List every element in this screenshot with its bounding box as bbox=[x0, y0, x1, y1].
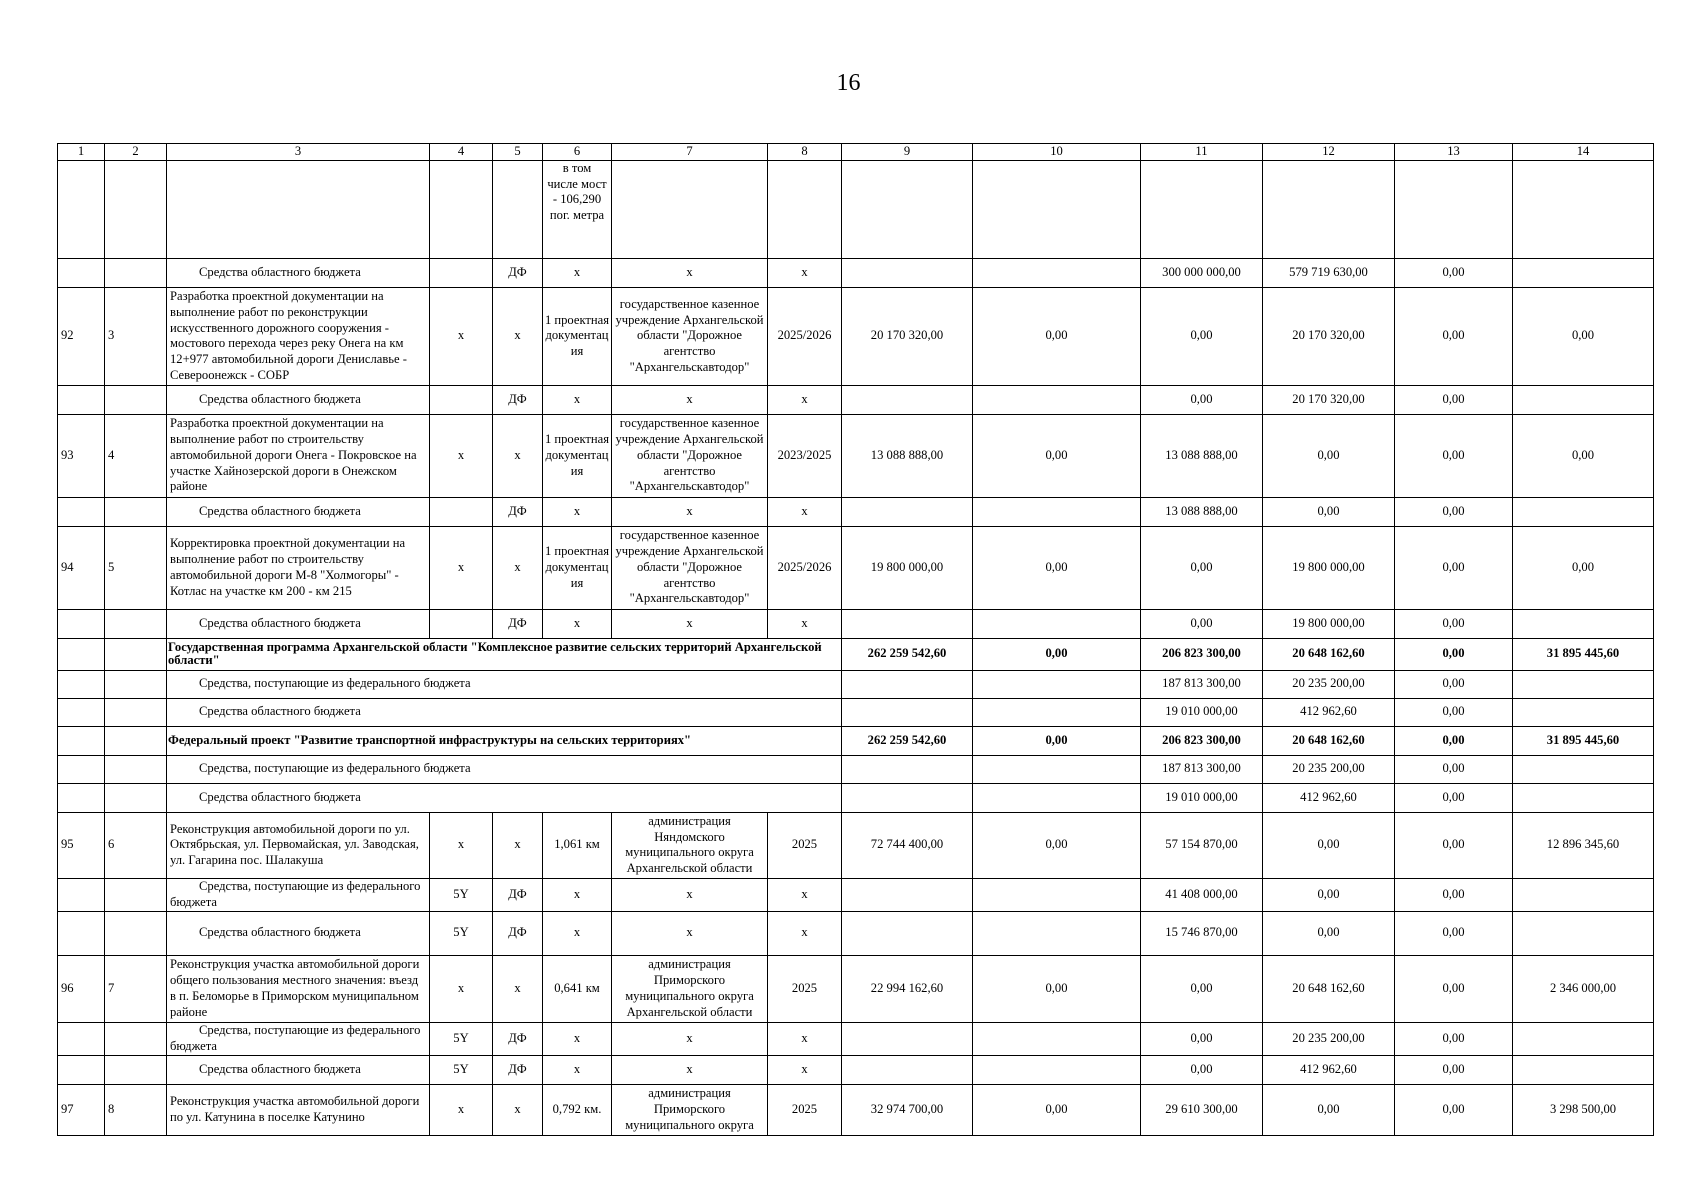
funding-code: ДФ bbox=[493, 911, 543, 955]
header-cell: 4 bbox=[430, 144, 493, 161]
header-cell: 11 bbox=[1141, 144, 1263, 161]
funding-source: Средства областного бюджета bbox=[167, 258, 430, 287]
amount-cell: 12 896 345,60 bbox=[1513, 812, 1654, 878]
item-period: 2025 bbox=[768, 1084, 842, 1135]
amount-cell: 19 800 000,00 bbox=[842, 526, 973, 609]
amount-cell: 187 813 300,00 bbox=[1141, 670, 1263, 698]
cell: х bbox=[493, 287, 543, 385]
item-period: 2023/2025 bbox=[768, 414, 842, 497]
amount-cell: 0,00 bbox=[1395, 670, 1513, 698]
amount-cell: 0,00 bbox=[1395, 414, 1513, 497]
cell: х bbox=[493, 955, 543, 1022]
amount-cell: 0,00 bbox=[1395, 526, 1513, 609]
amount-cell: 0,00 bbox=[1395, 812, 1513, 878]
amount-cell: 0,00 bbox=[973, 1084, 1141, 1135]
amount-cell: 0,00 bbox=[1395, 726, 1513, 755]
amount-cell: 412 962,60 bbox=[1263, 1055, 1395, 1084]
amount-cell: 0,00 bbox=[973, 812, 1141, 878]
funding-row bbox=[58, 258, 1654, 287]
amount-cell: 0,00 bbox=[1141, 287, 1263, 385]
item-row bbox=[58, 287, 1654, 385]
cell: х bbox=[768, 258, 842, 287]
cell: х bbox=[543, 385, 612, 414]
funding-source: Средства, поступающие из федерального бюджета bbox=[167, 670, 842, 698]
funding-row bbox=[58, 878, 1654, 911]
amount-cell: 0,00 bbox=[1395, 1055, 1513, 1084]
amount-cell: 0,00 bbox=[973, 287, 1141, 385]
amount-cell: 0,00 bbox=[1395, 287, 1513, 385]
cell: х bbox=[543, 609, 612, 638]
header-cell: 14 bbox=[1513, 144, 1654, 161]
amount-cell: 0,00 bbox=[973, 726, 1141, 755]
amount-cell: 0,00 bbox=[1263, 414, 1395, 497]
header-row bbox=[58, 144, 1654, 161]
project-total-row bbox=[58, 726, 1654, 755]
cell: х bbox=[493, 414, 543, 497]
header-cell: 1 bbox=[58, 144, 105, 161]
cell: х bbox=[543, 1022, 612, 1055]
cell: х bbox=[612, 911, 768, 955]
amount-cell: 412 962,60 bbox=[1263, 698, 1395, 726]
amount-cell: 0,00 bbox=[1395, 1022, 1513, 1055]
header-cell: 2 bbox=[105, 144, 167, 161]
cell: х bbox=[430, 287, 493, 385]
row-number: 93 bbox=[58, 414, 105, 497]
project-title: Федеральный проект "Развитие транспортной инфраструктуры на сельских территориях" bbox=[167, 726, 842, 755]
cell: х bbox=[543, 878, 612, 911]
item-description: Корректировка проектной документации на выполнение работ по строительству автомобильной дороги М-8 "Холмогоры" - Котлас на участке км 200 - км 215 bbox=[167, 526, 430, 609]
amount-cell: 20 170 320,00 bbox=[1263, 287, 1395, 385]
amount-cell: 206 823 300,00 bbox=[1141, 726, 1263, 755]
item-description: Разработка проектной документации на выполнение работ по строительству автомобильной дороги Онега - Покровское на участке Хайнозерской дороги в Онежском районе bbox=[167, 414, 430, 497]
item-volume: 1 проектная документация bbox=[543, 414, 612, 497]
cell: х bbox=[612, 1055, 768, 1084]
amount-cell: 0,00 bbox=[1141, 955, 1263, 1022]
amount-cell: 0,00 bbox=[1395, 755, 1513, 783]
row-number: 92 bbox=[58, 287, 105, 385]
amount-cell: 412 962,60 bbox=[1263, 783, 1395, 812]
cell: х bbox=[493, 812, 543, 878]
row-number: 96 bbox=[58, 955, 105, 1022]
funding-source: Средства областного бюджета bbox=[167, 385, 430, 414]
item-executor: государственное казенное учреждение Архангельской области "Дорожное агентство "Архангельскавтодор" bbox=[612, 414, 768, 497]
amount-cell: 0,00 bbox=[1395, 258, 1513, 287]
cell: х bbox=[768, 609, 842, 638]
amount-cell: 300 000 000,00 bbox=[1141, 258, 1263, 287]
cell: х bbox=[430, 812, 493, 878]
amount-cell: 72 744 400,00 bbox=[842, 812, 973, 878]
funding-source: Средства областного бюджета bbox=[167, 911, 430, 955]
item-row bbox=[58, 812, 1654, 878]
amount-cell: 0,00 bbox=[1395, 698, 1513, 726]
funding-code: ДФ bbox=[493, 1055, 543, 1084]
amount-cell: 0,00 bbox=[973, 955, 1141, 1022]
amount-cell: 20 170 320,00 bbox=[842, 287, 973, 385]
item-volume: в том числе мост - 106,290 пог. метра bbox=[543, 160, 612, 258]
item-volume: 0,792 км. bbox=[543, 1084, 612, 1135]
funding-source: Средства областного бюджета bbox=[167, 609, 430, 638]
continued-item-row bbox=[58, 160, 1654, 258]
item-volume: 1 проектная документация bbox=[543, 287, 612, 385]
cell: х bbox=[612, 1022, 768, 1055]
cell: х bbox=[543, 497, 612, 526]
cell: х bbox=[493, 1084, 543, 1135]
funding-code: ДФ bbox=[493, 609, 543, 638]
cell: х bbox=[430, 526, 493, 609]
amount-cell: 0,00 bbox=[1395, 783, 1513, 812]
header-cell: 7 bbox=[612, 144, 768, 161]
item-description: Реконструкция автомобильной дороги по ул. Октябрьская, ул. Первомайская, ул. Заводская, ул. Гагарина пос. Шалакуша bbox=[167, 812, 430, 878]
funding-source: Средства областного бюджета bbox=[167, 497, 430, 526]
cell: х bbox=[768, 385, 842, 414]
amount-cell: 262 259 542,60 bbox=[842, 726, 973, 755]
amount-cell: 579 719 630,00 bbox=[1263, 258, 1395, 287]
amount-cell: 13 088 888,00 bbox=[1141, 414, 1263, 497]
cell: х bbox=[768, 1055, 842, 1084]
cell: х bbox=[543, 911, 612, 955]
amount-cell: 57 154 870,00 bbox=[1141, 812, 1263, 878]
program-total-row bbox=[58, 638, 1654, 670]
budget-table bbox=[57, 143, 1654, 1136]
item-executor: администрация Приморского муниципального округа bbox=[612, 1084, 768, 1135]
amount-cell: 0,00 bbox=[1263, 812, 1395, 878]
item-period: 2025/2026 bbox=[768, 287, 842, 385]
cell: х bbox=[430, 1084, 493, 1135]
funding-row bbox=[58, 497, 1654, 526]
amount-cell: 0,00 bbox=[1263, 1084, 1395, 1135]
item-row bbox=[58, 955, 1654, 1022]
header-cell: 9 bbox=[842, 144, 973, 161]
amount-cell: 0,00 bbox=[1395, 955, 1513, 1022]
item-row bbox=[58, 1084, 1654, 1135]
amount-cell: 41 408 000,00 bbox=[1141, 878, 1263, 911]
amount-cell: 20 648 162,60 bbox=[1263, 955, 1395, 1022]
amount-cell: 15 746 870,00 bbox=[1141, 911, 1263, 955]
amount-cell: 3 298 500,00 bbox=[1513, 1084, 1654, 1135]
amount-cell: 0,00 bbox=[1395, 638, 1513, 670]
amount-cell: 19 010 000,00 bbox=[1141, 783, 1263, 812]
funding-source: Средства, поступающие из федерального бюджета bbox=[167, 755, 842, 783]
funding-code: ДФ bbox=[493, 258, 543, 287]
item-period: 2025/2026 bbox=[768, 526, 842, 609]
cell: х bbox=[543, 258, 612, 287]
cell: х bbox=[612, 609, 768, 638]
header-cell: 8 bbox=[768, 144, 842, 161]
amount-cell: 19 800 000,00 bbox=[1263, 609, 1395, 638]
item-row bbox=[58, 526, 1654, 609]
amount-cell: 0,00 bbox=[1395, 878, 1513, 911]
item-description: Разработка проектной документации на выполнение работ по реконструкции искусственного дорожного сооружения - мостового перехода через реку Онега на км 12+977 автомобильной дороги Дениславье - Североонежск - СОБР bbox=[167, 287, 430, 385]
header-cell: 10 bbox=[973, 144, 1141, 161]
header-cell: 6 bbox=[543, 144, 612, 161]
amount-cell: 20 170 320,00 bbox=[1263, 385, 1395, 414]
funding-source: Средства областного бюджета bbox=[167, 698, 842, 726]
amount-cell: 0,00 bbox=[1395, 385, 1513, 414]
funding-row bbox=[58, 670, 1654, 698]
amount-cell: 0,00 bbox=[1395, 497, 1513, 526]
amount-cell: 187 813 300,00 bbox=[1141, 755, 1263, 783]
funding-code: ДФ bbox=[493, 497, 543, 526]
amount-cell: 0,00 bbox=[1263, 878, 1395, 911]
funding-source: Средства, поступающие из федерального бюджета bbox=[167, 878, 430, 911]
funding-code: 5Y bbox=[430, 1055, 493, 1084]
amount-cell: 20 235 200,00 bbox=[1263, 755, 1395, 783]
funding-source: Средства областного бюджета bbox=[167, 1055, 430, 1084]
funding-row bbox=[58, 1055, 1654, 1084]
amount-cell: 19 010 000,00 bbox=[1141, 698, 1263, 726]
funding-source: Средства областного бюджета bbox=[167, 783, 842, 812]
item-row bbox=[58, 414, 1654, 497]
cell: х bbox=[768, 878, 842, 911]
item-number: 7 bbox=[105, 955, 167, 1022]
amount-cell: 0,00 bbox=[1513, 414, 1654, 497]
funding-code: ДФ bbox=[493, 878, 543, 911]
item-period: 2025 bbox=[768, 955, 842, 1022]
amount-cell: 0,00 bbox=[1395, 1084, 1513, 1135]
funding-code: 5Y bbox=[430, 911, 493, 955]
amount-cell: 20 235 200,00 bbox=[1263, 1022, 1395, 1055]
amount-cell: 2 346 000,00 bbox=[1513, 955, 1654, 1022]
amount-cell: 13 088 888,00 bbox=[842, 414, 973, 497]
amount-cell: 262 259 542,60 bbox=[842, 638, 973, 670]
funding-code: 5Y bbox=[430, 878, 493, 911]
item-number: 6 bbox=[105, 812, 167, 878]
item-number: 4 bbox=[105, 414, 167, 497]
item-executor: государственное казенное учреждение Архангельской области "Дорожное агентство "Архангельскавтодор" bbox=[612, 526, 768, 609]
cell: х bbox=[612, 878, 768, 911]
funding-row bbox=[58, 698, 1654, 726]
amount-cell: 0,00 bbox=[973, 414, 1141, 497]
funding-row bbox=[58, 755, 1654, 783]
cell: х bbox=[430, 955, 493, 1022]
amount-cell: 31 895 445,60 bbox=[1513, 638, 1654, 670]
amount-cell: 32 974 700,00 bbox=[842, 1084, 973, 1135]
amount-cell: 20 235 200,00 bbox=[1263, 670, 1395, 698]
header-cell: 12 bbox=[1263, 144, 1395, 161]
funding-row bbox=[58, 911, 1654, 955]
amount-cell: 0,00 bbox=[973, 638, 1141, 670]
amount-cell: 22 994 162,60 bbox=[842, 955, 973, 1022]
amount-cell: 0,00 bbox=[973, 526, 1141, 609]
funding-row bbox=[58, 385, 1654, 414]
amount-cell: 13 088 888,00 bbox=[1141, 497, 1263, 526]
header-cell: 13 bbox=[1395, 144, 1513, 161]
item-volume: 1 проектная документация bbox=[543, 526, 612, 609]
funding-row bbox=[58, 609, 1654, 638]
item-executor: администрация Приморского муниципального округа Архангельской области bbox=[612, 955, 768, 1022]
header-cell: 5 bbox=[493, 144, 543, 161]
amount-cell: 31 895 445,60 bbox=[1513, 726, 1654, 755]
amount-cell: 0,00 bbox=[1395, 911, 1513, 955]
cell: х bbox=[768, 911, 842, 955]
cell: х bbox=[612, 258, 768, 287]
cell: х bbox=[612, 497, 768, 526]
amount-cell: 0,00 bbox=[1263, 911, 1395, 955]
cell: х bbox=[543, 1055, 612, 1084]
row-number: 97 bbox=[58, 1084, 105, 1135]
amount-cell: 0,00 bbox=[1141, 609, 1263, 638]
item-executor: администрация Няндомского муниципального округа Архангельской области bbox=[612, 812, 768, 878]
amount-cell: 206 823 300,00 bbox=[1141, 638, 1263, 670]
cell: х bbox=[768, 497, 842, 526]
cell: х bbox=[493, 526, 543, 609]
funding-code: ДФ bbox=[493, 385, 543, 414]
funding-row bbox=[58, 783, 1654, 812]
amount-cell: 29 610 300,00 bbox=[1141, 1084, 1263, 1135]
funding-code: 5Y bbox=[430, 1022, 493, 1055]
item-volume: 1,061 км bbox=[543, 812, 612, 878]
amount-cell: 0,00 bbox=[1263, 497, 1395, 526]
item-executor: государственное казенное учреждение Архангельской области "Дорожное агентство "Архангельскавтодор" bbox=[612, 287, 768, 385]
amount-cell: 0,00 bbox=[1141, 1055, 1263, 1084]
item-volume: 0,641 км bbox=[543, 955, 612, 1022]
cell: х bbox=[612, 385, 768, 414]
funding-source: Средства, поступающие из федерального бюджета bbox=[167, 1022, 430, 1055]
item-number: 8 bbox=[105, 1084, 167, 1135]
amount-cell: 0,00 bbox=[1513, 287, 1654, 385]
amount-cell: 20 648 162,60 bbox=[1263, 726, 1395, 755]
funding-row bbox=[58, 1022, 1654, 1055]
amount-cell: 0,00 bbox=[1141, 1022, 1263, 1055]
amount-cell: 0,00 bbox=[1141, 526, 1263, 609]
item-number: 5 bbox=[105, 526, 167, 609]
item-description: Реконструкция участка автомобильной дороги по ул. Катунина в поселке Катунино bbox=[167, 1084, 430, 1135]
cell: х bbox=[768, 1022, 842, 1055]
program-title: Государственная программа Архангельской области "Комплексное развитие сельских территорий Архангельской области" bbox=[167, 638, 842, 670]
cell: х bbox=[430, 414, 493, 497]
item-description: Реконструкция участка автомобильной дороги общего пользования местного значения: въезд в п. Беломорье в Приморском муниципальном районе bbox=[167, 955, 430, 1022]
amount-cell: 0,00 bbox=[1513, 526, 1654, 609]
row-number: 95 bbox=[58, 812, 105, 878]
row-number: 94 bbox=[58, 526, 105, 609]
page-number: 16 bbox=[836, 70, 861, 96]
item-period: 2025 bbox=[768, 812, 842, 878]
header-cell: 3 bbox=[167, 144, 430, 161]
amount-cell: 0,00 bbox=[1395, 609, 1513, 638]
amount-cell: 19 800 000,00 bbox=[1263, 526, 1395, 609]
amount-cell: 0,00 bbox=[1141, 385, 1263, 414]
funding-code: ДФ bbox=[493, 1022, 543, 1055]
amount-cell: 20 648 162,60 bbox=[1263, 638, 1395, 670]
item-number: 3 bbox=[105, 287, 167, 385]
